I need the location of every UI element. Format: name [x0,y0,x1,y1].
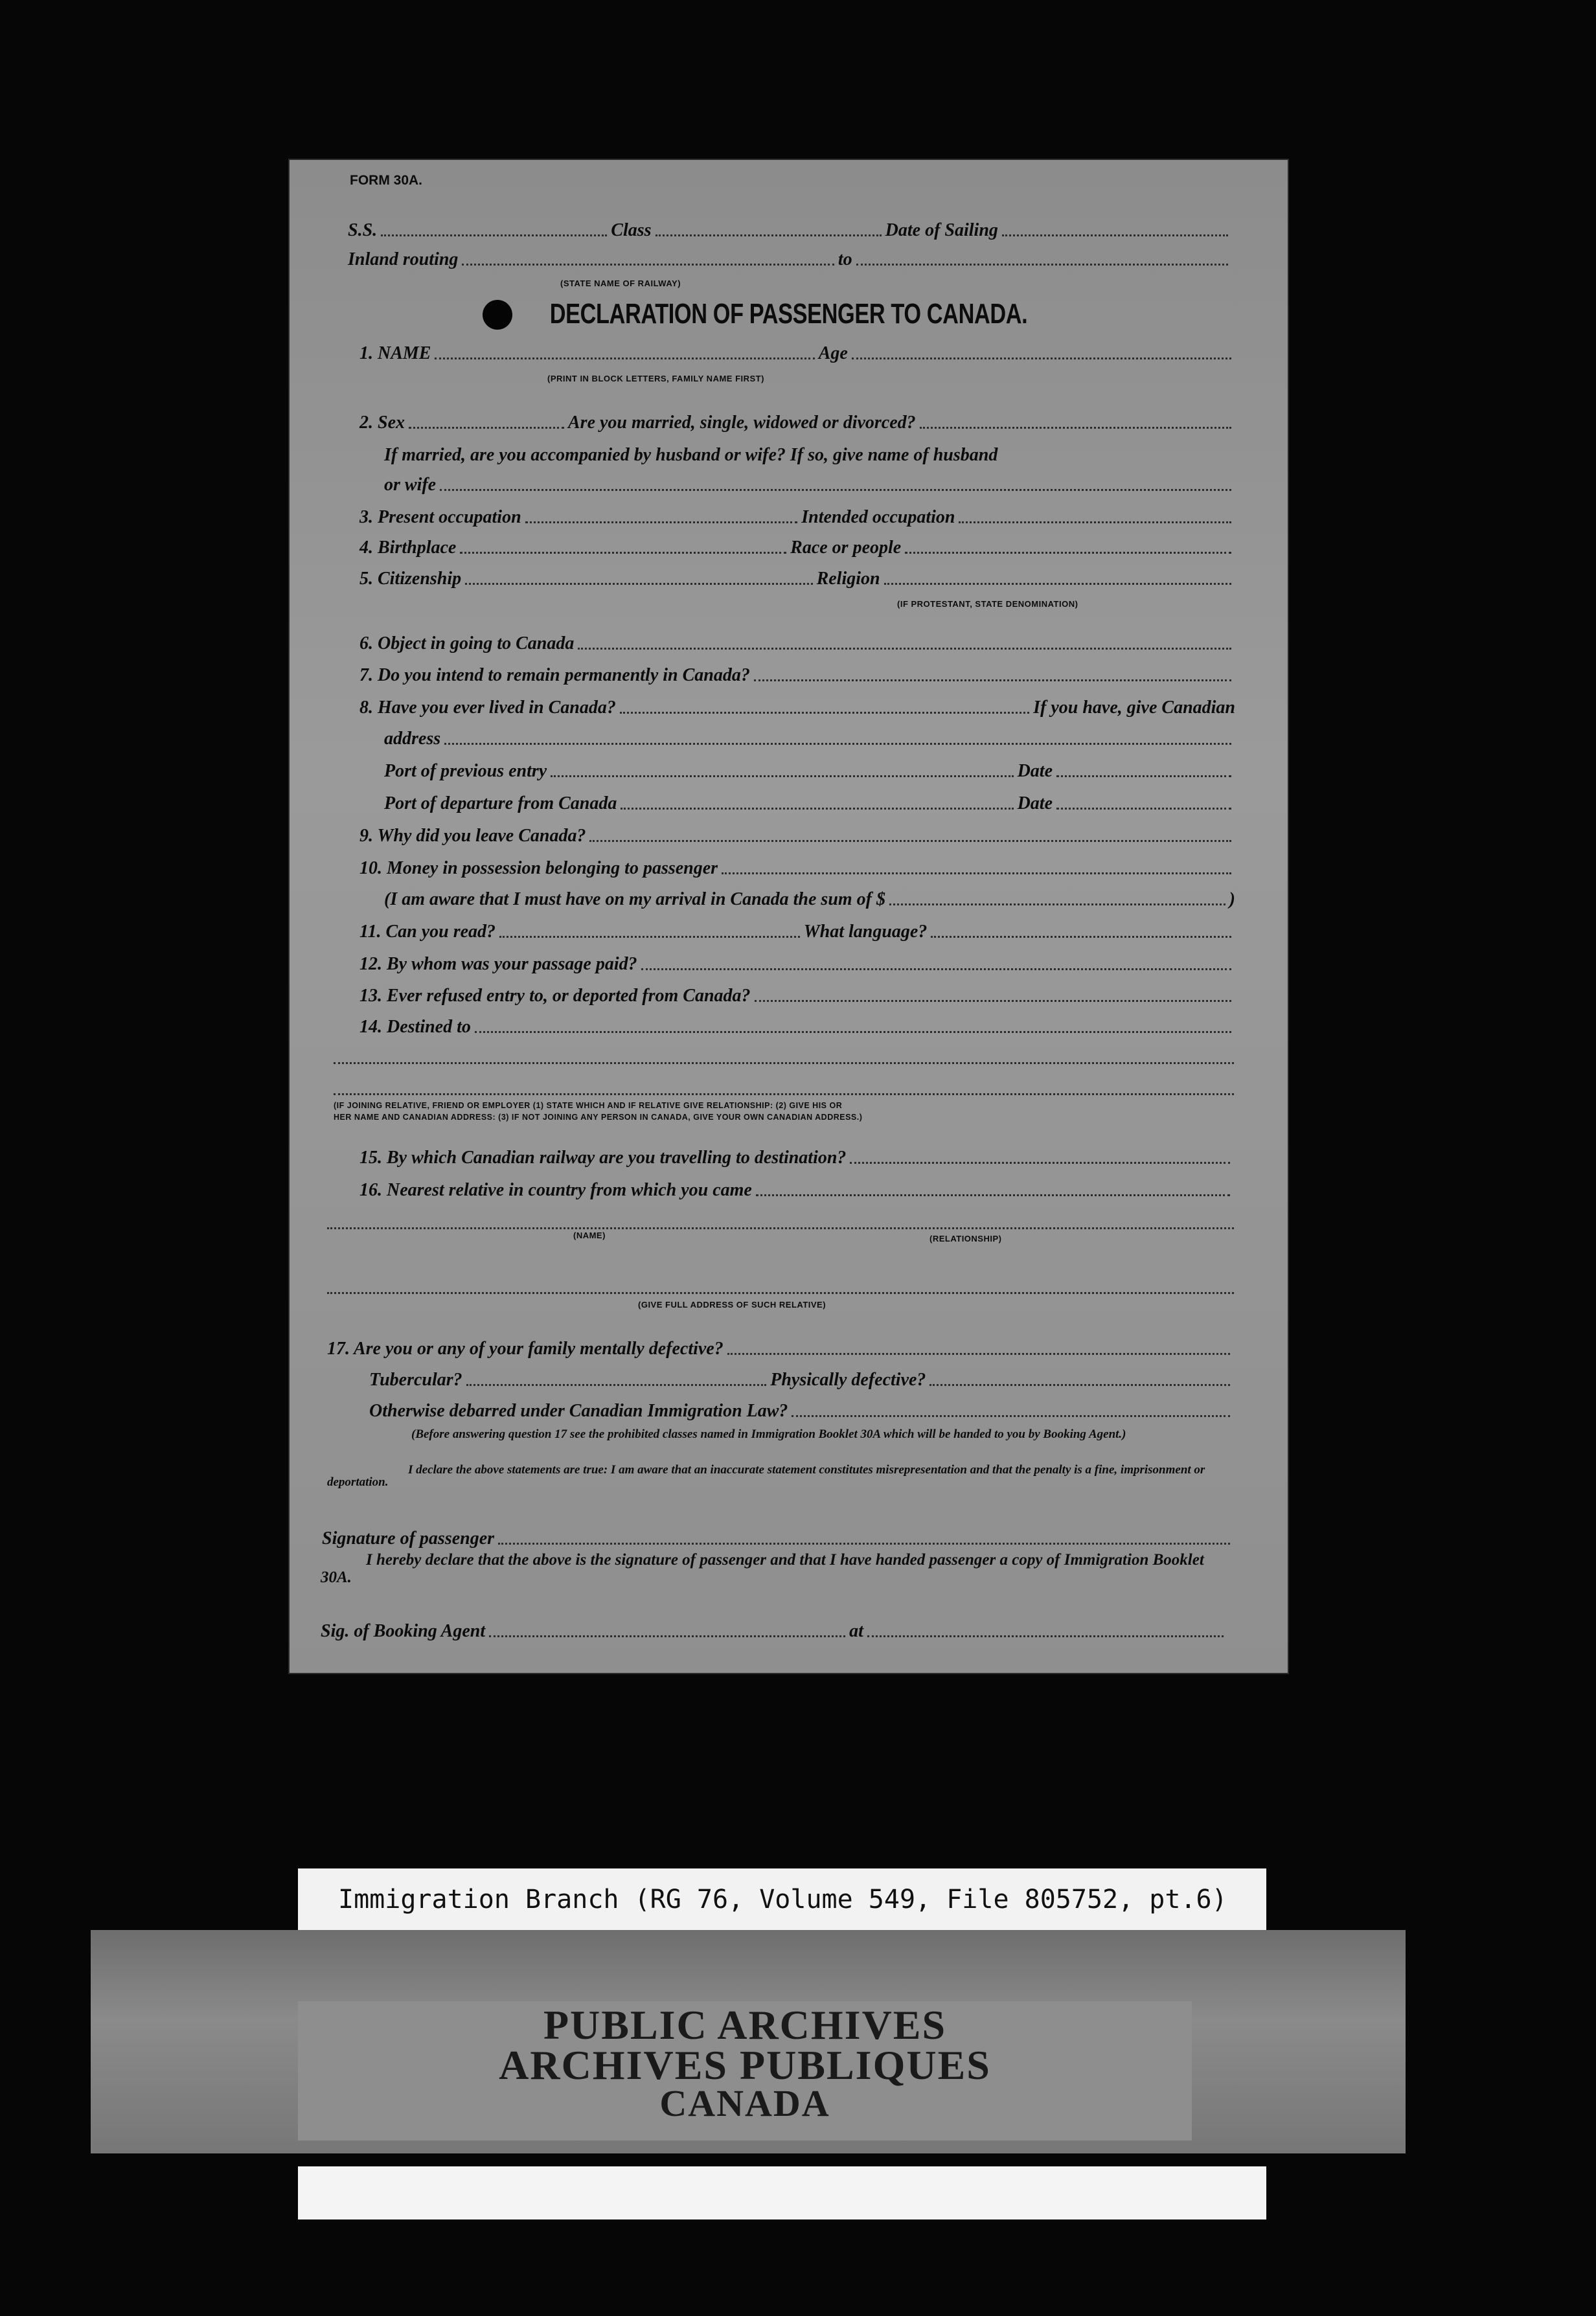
why-leave-field[interactable] [589,840,1231,842]
class-field[interactable] [656,234,882,236]
q14-note-1: (IF JOINING RELATIVE, FRIEND OR EMPLOYER (1) STATE WHICH AND IF RELATIVE GIVE RELATIONSHIP: (2) GIVE HIS OR [334,1101,843,1110]
relative-field[interactable] [756,1194,1230,1196]
at-label: at [849,1621,863,1641]
date-entry-field[interactable] [1056,775,1231,777]
agent-field[interactable] [489,1635,845,1637]
to-field[interactable] [856,264,1228,266]
q17-tub-row [369,1370,1234,1391]
destined-field-2[interactable] [334,1062,1234,1064]
class-label: Class [611,220,652,240]
q12-row [359,954,1235,975]
present-occupation-field[interactable] [525,521,798,523]
refused-field[interactable] [755,1000,1231,1002]
read-field[interactable] [499,936,800,938]
q8b-label: If you have, give Canadian [1033,698,1235,718]
citizenship-field[interactable] [465,583,812,585]
q6-row [359,633,1235,654]
q17-note: (Before answering question 17 see the prohibited classes named in Immigration Booklet 30A which will be handed to you by Booking Agent.) [411,1427,1126,1441]
form-title: DECLARATION OF PASSENGER TO CANADA. [549,298,1028,330]
q9-label: 9. Why did you leave Canada? [359,826,586,846]
q5b-label: Religion [816,569,880,589]
signature-label: Signature of passenger [322,1528,495,1549]
relationship-sublabel: (RELATIONSHIP) [929,1234,1002,1243]
age-field[interactable] [852,358,1231,359]
date-departure-field[interactable] [1056,808,1231,810]
physical-field[interactable] [929,1384,1230,1386]
date1-label: Date [1017,761,1053,781]
stamp-line-3: CANADA [659,2082,830,2124]
q8-label: 8. Have you ever lived in Canada? [359,698,616,718]
reference-label: Immigration Branch (RG 76, Volume 549, File 805752, pt.6) [298,1868,1266,1931]
q13-row [359,986,1235,1006]
signature-row [322,1528,1234,1549]
q17-other-row [369,1401,1234,1422]
q11b-label: What language? [803,922,928,942]
q8-port-label: Port of previous entry [384,761,547,781]
declaration-form [288,159,1289,1674]
q8-departure-label: Port of departure from Canada [384,793,617,813]
railway-note: (STATE NAME OF RAILWAY) [560,278,681,288]
hereby-text: I hereby declare that the above is the signature of passenger and that I have handed passenger a copy of Immigration Booklet 30A. [321,1551,1204,1586]
port-departure-field[interactable] [621,808,1013,810]
race-field[interactable] [905,552,1231,554]
date-sailing-label: Date of Sailing [885,220,998,240]
q4-row [359,538,1235,558]
ss-field[interactable] [381,234,607,236]
railway-field[interactable] [850,1162,1230,1164]
age-label: Age [818,343,848,363]
q2-wife-label: or wife [384,475,437,495]
tubercular-field[interactable] [466,1384,767,1386]
remain-field[interactable] [754,679,1231,681]
mental-field[interactable] [727,1353,1230,1355]
q2-row [359,413,1235,433]
ss-label: S.S. [348,220,378,240]
name-field[interactable] [435,358,814,359]
q9-row [359,826,1235,846]
stamp-line-2: ARCHIVES PUBLIQUES [499,2042,991,2088]
q2-married-label: Are you married, single, widowed or divorced? [568,413,916,433]
debarred-field[interactable] [792,1415,1230,1417]
spouse-field[interactable] [440,489,1231,491]
sex-field[interactable] [409,427,564,429]
sum-field[interactable] [889,903,1226,905]
q14-label: 14. Destined to [359,1017,471,1037]
q15-row [359,1148,1234,1168]
religion-field[interactable] [884,583,1231,585]
signature-field[interactable] [498,1543,1230,1545]
q5-label: 5. Citizenship [359,569,462,589]
archives-stamp-area [91,1930,1406,2153]
q2-husband-row [384,445,1235,466]
inland-row [348,249,1232,270]
q2-wife-row [384,475,1235,495]
agent-row [321,1621,1227,1642]
name-sublabel: (NAME) [573,1231,606,1240]
birthplace-field[interactable] [460,552,786,554]
q2-husband-label: If married, are you accompanied by husband or wife? If so, give name of husband [384,445,998,465]
marital-field[interactable] [920,427,1231,429]
q3-label: 3. Present occupation [359,507,521,527]
stamp-line-1: PUBLIC ARCHIVES [543,2002,947,2048]
destined-field[interactable] [475,1031,1231,1033]
q1-row [359,343,1235,364]
to-label: to [838,249,852,269]
q7-label: 7. Do you intend to remain permanently in Canada? [359,665,750,685]
q6-label: 6. Object in going to Canada [359,633,575,653]
language-field[interactable] [931,936,1231,938]
q8-row [359,698,1235,718]
q3b-label: Intended occupation [801,507,955,527]
q4b-label: Race or people [790,538,902,558]
q16-label: 16. Nearest relative in country from which you came [359,1180,752,1200]
inland-label: Inland routing [348,249,459,269]
protestant-note: (IF PROTESTANT, STATE DENOMINATION) [897,599,1078,609]
q17-row [327,1339,1234,1359]
q8-address-label: address [384,729,441,749]
q2-sex-label: 2. Sex [359,413,405,433]
inland-field[interactable] [462,264,834,266]
agent-label: Sig. of Booking Agent [321,1621,486,1641]
q17-label: 17. Are you or any of your family mentally defective? [327,1339,724,1359]
passage-paid-field[interactable] [641,968,1231,970]
date-sailing-field[interactable] [1002,234,1228,236]
q12-label: 12. By whom was your passage paid? [359,954,637,974]
q11-row [359,922,1235,942]
q13-label: 13. Ever refused entry to, or deported from Canada? [359,986,751,1006]
relative-name-field[interactable] [327,1227,1234,1229]
q10-close: ) [1229,889,1235,909]
q5-row [359,569,1235,589]
destined-field-3[interactable] [334,1093,1234,1095]
address-field[interactable] [444,743,1231,745]
address-note: (GIVE FULL ADDRESS OF SUCH RELATIVE) [638,1300,826,1310]
q8-departure-row [384,793,1235,814]
q10-aware-label: (I am aware that I must have on my arrival in Canada the sum of $ [384,889,885,909]
bottom-strip [298,2166,1266,2220]
q15-label: 15. By which Canadian railway are you travelling to destination? [359,1148,847,1168]
date2-label: Date [1017,793,1053,813]
object-field[interactable] [578,648,1231,650]
q3-row [359,507,1235,528]
q4-label: 4. Birthplace [359,538,457,558]
q8-address-row [384,729,1235,749]
sailing-row [348,220,1232,241]
intended-occupation-field[interactable] [959,521,1231,523]
q17-other-label: Otherwise debarred under Canadian Immigration Law? [369,1401,788,1421]
at-field[interactable] [867,1635,1224,1637]
relative-address-field[interactable] [327,1292,1234,1294]
money-field[interactable] [722,872,1231,874]
q17-phys-label: Physically defective? [770,1370,926,1390]
lived-field[interactable] [620,712,1029,714]
q1-label: 1. NAME [359,343,431,363]
q10-row [359,858,1235,879]
q17-tub-label: Tubercular? [369,1370,462,1390]
port-entry-field[interactable] [551,775,1013,777]
q14-note-2: HER NAME AND CANADIAN ADDRESS: (3) IF NOT JOINING ANY PERSON IN CANADA, GIVE YOUR OWN CANADIAN ADDRESS.) [334,1113,863,1122]
q11-label: 11. Can you read? [359,922,496,942]
q10-aware-row [384,889,1235,910]
q10-label: 10. Money in possession belonging to passenger [359,858,718,878]
form-number: FORM 30A. [350,173,423,188]
name-note: (PRINT IN BLOCK LETTERS, FAMILY NAME FIRST) [547,374,764,383]
q14-row [359,1017,1235,1038]
declaration-text: I declare the above statements are true: I am aware that an inaccurate statement constitutes misrepresentation and that the penalty is a fine, imprisonment or deportation. [327,1463,1205,1489]
q8-port-row [384,761,1235,782]
q7-row [359,665,1235,686]
archives-stamp [298,2001,1192,2140]
q16-row [359,1180,1234,1201]
